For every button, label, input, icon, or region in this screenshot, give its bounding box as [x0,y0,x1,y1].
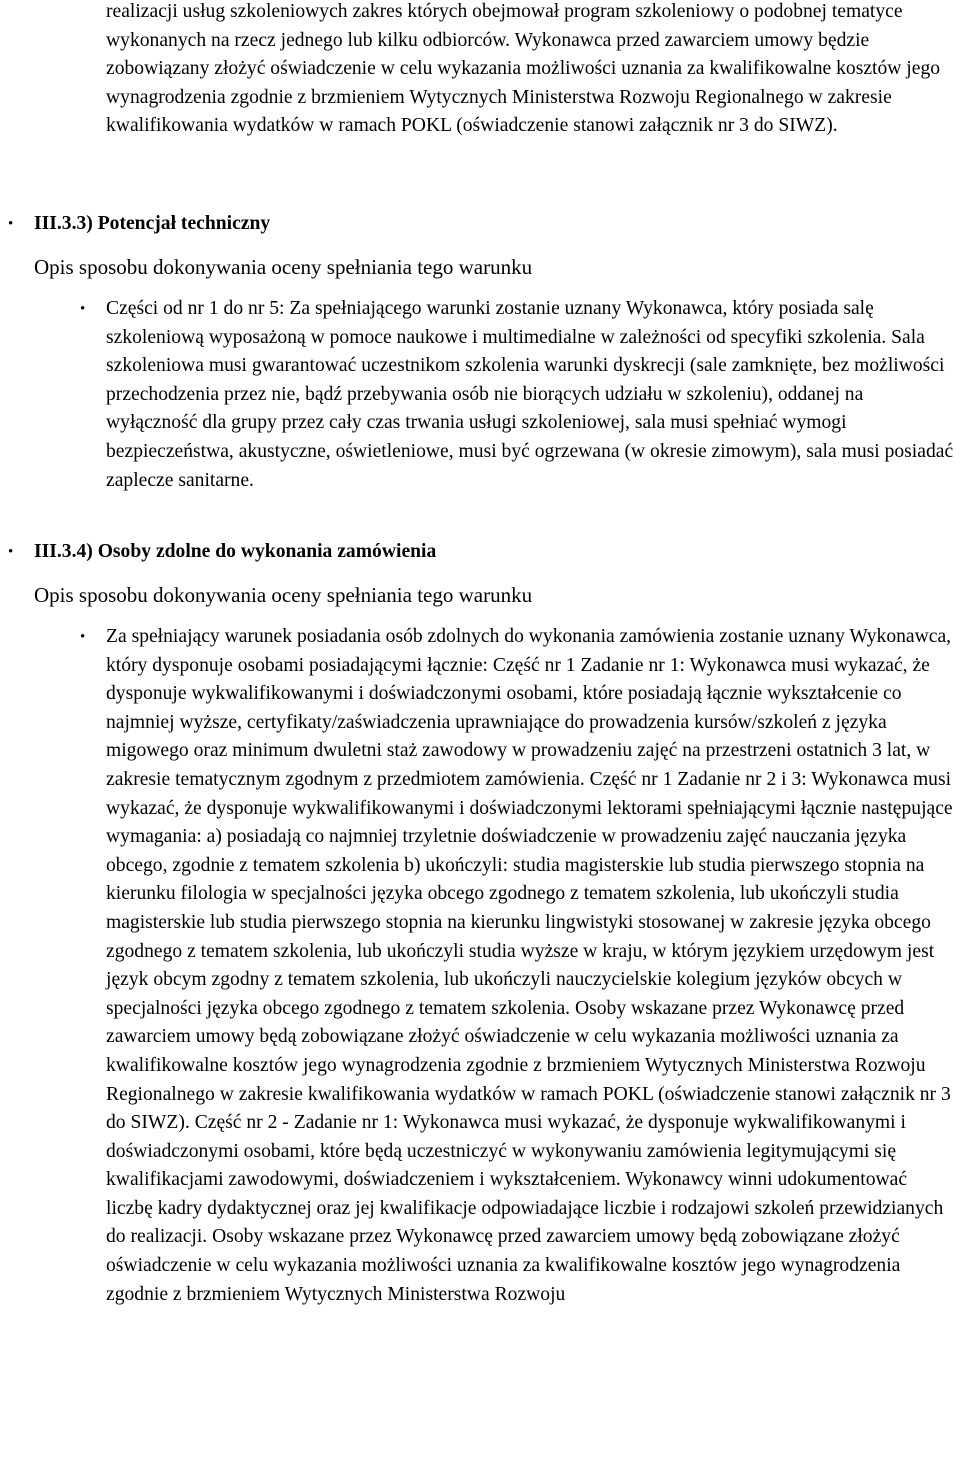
section-body-potencjal-techniczny: Części od nr 1 do nr 5: Za spełniającego warunki zostanie uznany Wykonawca, który posiada salę szkoleniową wyposażoną w pomoce naukowe i multimedialne w zależności od specyfiki szkolenia. Sala szkoleniowa musi gwarantować uczestnikom szkolenia warunki dyskrecji (sale zamknięte, bez możliwości przechodzenia przez nie, bądź przebywania osób nie biorących udziału w szkoleniu), oddanej na wyłączność dla grupy przez cały czas trwania usługi szkoleniowej, sala musi spełniać wymogi bezpieczeństwa, akustyczne, oświetleniowe, musi być ogrzewana (w okresie zimowym), sala musi posiadać zaplecze sanitarne. [106,298,954,491]
section-body-osoby-zdolne: Za spełniający warunek posiadania osób zdolnych do wykonania zamówienia zostanie uznany Wykonawca, który dysponuje osobami posiadającymi łącznie: Część nr 1 Zadanie nr 1: Wykonawca musi wykazać, że dysponuje wykwalifikowanymi i doświadczonymi osobami, które posiadają łącznie wykształcenie co najmniej wyższe, certyfikaty/zaświadczenia uprawniające do prowadzenia kursów/szkoleń z języka migowego oraz minimum dwuletni staż zawodowy w prowadzeniu zajęć na przestrzeni ostatnich 3 lat, w zakresie tematycznym zgodnym z przedmiotem zamówienia. Część nr 1 Zadanie nr 2 i 3: Wykonawca musi wykazać, że dysponuje wykwalifikowanymi i doświadczonymi lektorami spełniającymi łącznie następujące wymagania: a) posiadają co najmniej trzyletnie doświadczenie w prowadzeniu zajęć nauczania języka obcego, zgodnie z tematem szkolenia b) ukończyli: studia magisterskie lub studia pierwszego stopnia na kierunku filologia w specjalności języka obcego zgodnego z tematem szkolenia, lub ukończyli studia magisterskie lub studia pierwszego stopnia na kierunku lingwistyki stosowanej w zakresie języka obcego zgodnego z tematem szkolenia, lub ukończyli studia wyższe w kraju, w którym językiem urzędowym jest język obcym zgodny z tematem szkolenia, lub ukończyli nauczycielskie kolegium języków obcych w specjalności języka obcego zgodnego z tematem szkolenia. Osoby wskazane przez Wykonawcę przed zawarciem umowy będą zobowiązane złożyć oświadczenie w celu wykazania możliwości uznania za kwalifikowalne kosztów jego wynagrodzenia zgodnie z brzmieniem Wytycznych Ministerstwa Rozwoju Regionalnego w zakresie kwalifikowania wydatków w ramach POKL (oświadczenie stanowi załącznik nr 3 do SIWZ). Część nr 2 - Zadanie nr 1: Wykonawca musi wykazać, że dysponuje wykwalifikowanymi i doświadczonymi osobami, które będą uczestniczyć w wykonywaniu zamówienia legitymującymi się kwalifikacjami zawodowymi, doświadczeniem i wykształceniem. Wykonawcy winni udokumentować liczbę kadry dydaktycznej oraz jej kwalifikacje odpowiadające liczbie i rodzajowi szkoleń przewidzianych do realizacji. Osoby wskazane przez Wykonawcę przed zawarciem umowy będą zobowiązane złożyć oświadczenie w celu wykazania możliwości uznania za kwalifikowalne kosztów jego wynagrodzenia zgodnie z brzmieniem Wytycznych Ministerstwa Rozwoju [106,626,953,1305]
continuation-paragraph: realizacji usług szkoleniowych zakres których obejmował program szkoleniowy o podobnej tematyce wykonanych na rzecz jednego lub kilku odbiorców. Wykonawca przed zawarciem umowy będzie zobowiązany złożyć oświadczenie w celu wykazania możliwości uznania za kwalifikowalne kosztów jego wynagrodzenia zgodnie z brzmieniem Wytycznych Ministerstwa Rozwoju Regionalnego w zakresie kwalifikowania wydatków w ramach POKL (oświadczenie stanowi załącznik nr 3 do SIWZ). [106,1,941,137]
bullet-icon: • [80,629,86,645]
bullet-icon: • [8,216,14,232]
section-subheading: Opis sposobu dokonywania oceny spełniania tego warunku [34,583,533,607]
bullet-icon: • [80,301,86,317]
section-heading-text: III.3.4) Osoby zdolne do wykonania zamówienia [34,541,437,562]
bullet-icon: • [8,544,14,560]
section-subheading: Opis sposobu dokonywania oceny spełniania tego warunku [34,255,533,279]
section-heading-potencjal-techniczny [34,210,934,239]
section-heading-text: III.3.3) Potencjał techniczny [34,213,271,234]
section-heading-osoby-zdolne [34,538,934,567]
